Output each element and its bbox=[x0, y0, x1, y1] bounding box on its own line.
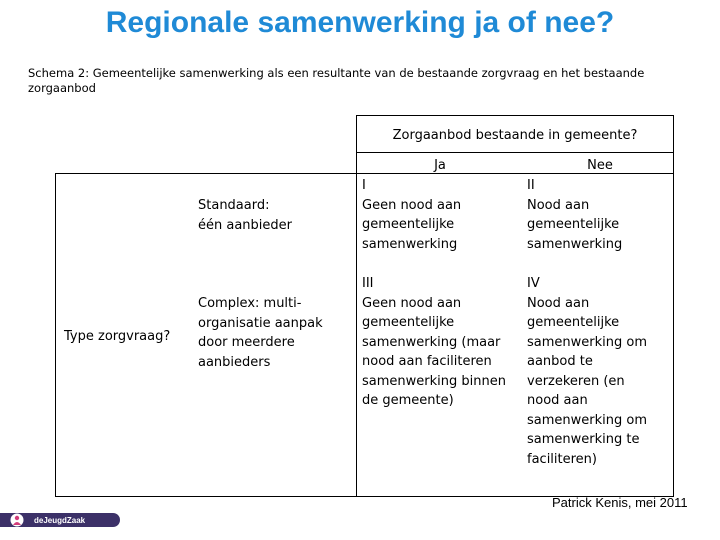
cell-quadrant-IV: IV Nood aan gemeentelijke samenwerking om aanbod te verzekeren (en nood aan samenwerking om samenwerking te faciliteren) bbox=[527, 276, 647, 467]
type-zorgvraag-label: Type zorgvraag? bbox=[64, 329, 171, 344]
schema-caption: Schema 2: Gemeentelijke samenwerking als een resultante van de bestaande zorgvraag en het bestaande zorgaanbod bbox=[28, 66, 645, 95]
table-top-border bbox=[356, 115, 674, 116]
cell-quadrant-II: II Nood aan gemeentelijke samenwerking bbox=[527, 178, 623, 252]
column-ja: Ja bbox=[434, 158, 446, 173]
cell-quadrant-III: III Geen nood aan gemeentelijke samenwerking (maar nood aan faciliteren samenwerking binnen de gemeente) bbox=[362, 276, 506, 408]
row-standaard-label: Standaard: één aanbieder bbox=[198, 198, 292, 233]
column-nee: Nee bbox=[587, 158, 613, 173]
table-right-border bbox=[673, 173, 674, 497]
zorgaanbod-header: Zorgaanbod bestaande in gemeente? bbox=[392, 128, 638, 143]
table-left-border bbox=[55, 173, 56, 497]
cell-quadrant-I: I Geen nood aan gemeentelijke samenwerking bbox=[362, 178, 462, 252]
jeugdzaak-emblem-icon bbox=[10, 513, 24, 527]
author-credit: Patrick Kenis, mei 2011 bbox=[552, 495, 688, 510]
page-title: Regionale samenwerking ja of nee? bbox=[105, 6, 615, 39]
row-complex-label: Complex: multi- organisatie aanpak door meerdere aanbieders bbox=[198, 296, 323, 370]
header-divider bbox=[356, 152, 674, 153]
dejeugdzaak-logo bbox=[0, 513, 120, 527]
logo-text: deJeugdZaak bbox=[34, 515, 86, 525]
